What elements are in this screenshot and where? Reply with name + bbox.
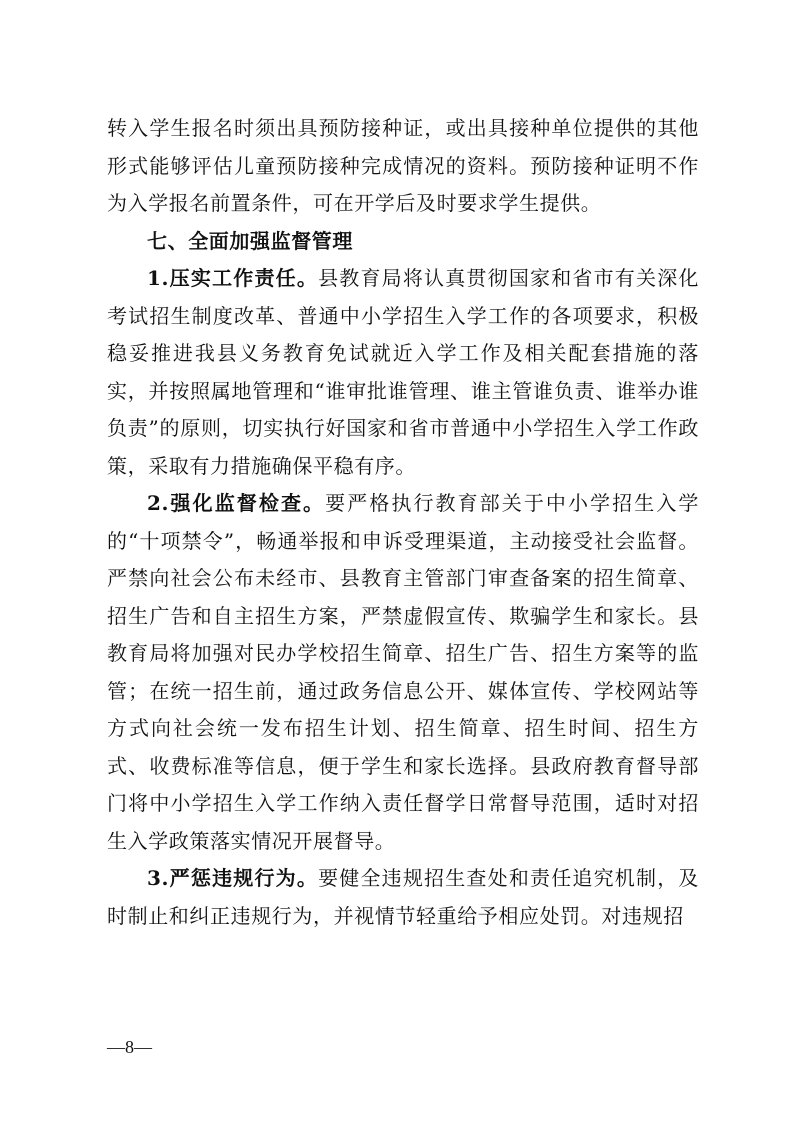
paragraph-item-3: [107, 860, 699, 935]
section-heading: 七、全面加强监督管理: [147, 228, 353, 253]
item-text-3: 要健全违规招生查处和责任追究机制，及时制止和纠正违规行为，并视情节轻重给予相应处罚。对违规招: [107, 866, 699, 928]
paragraph-item-1: [107, 260, 699, 485]
item-lead-1: 1.压实工作责任。: [147, 266, 319, 290]
item-lead-2: 2.强化监督检查。: [147, 491, 326, 515]
document-body: [107, 110, 699, 935]
paragraph-continuation: 转入学生报名时须出具预防接种证，或出具接种单位提供的其他形式能够评估儿童预防接种完成情况的资料。预防接种证明不作为入学报名前置条件，可在开学后及时要求学生提供。: [107, 116, 699, 215]
item-text-1: 县教育局将认真贯彻国家和省市有关深化考试招生制度改革、普通中小学招生入学工作的各项要求，积极稳妥推进我县义务教育免试就近入学工作及相关配套措施的落实，并按照属地管理和“谁审批谁管理、谁主管谁负责、谁举办谁负责”的原则，切实执行好国家和省市普通中小学招生入学工作政策，采取有力措施确保平稳有序。: [107, 266, 699, 478]
paragraph-item-2: [107, 485, 699, 860]
item-lead-3: 3.严惩违规行为。: [147, 866, 319, 890]
item-text-2: 要严格执行教育部关于中小学招生入学的“十项禁令”，畅通举报和申诉受理渠道，主动接受社会监督。严禁向社会公布未经市、县教育主管部门审查备案的招生简章、招生广告和自主招生方案，严禁虚假宣传、欺骗学生和家长。县教育局将加强对民办学校招生简章、招生广告、招生方案等的监管；在统一招生前，通过政务信息公开、媒体宣传、学校网站等方式向社会统一发布招生计划、招生简章、招生时间、招生方式、收费标准等信息，便于学生和家长选择。县政府教育督导部门将中小学招生入学工作纳入责任督学日常督导范围，适时对招生入学政策落实情况开展督导。: [107, 491, 700, 853]
page-number: —8—: [107, 1037, 152, 1057]
